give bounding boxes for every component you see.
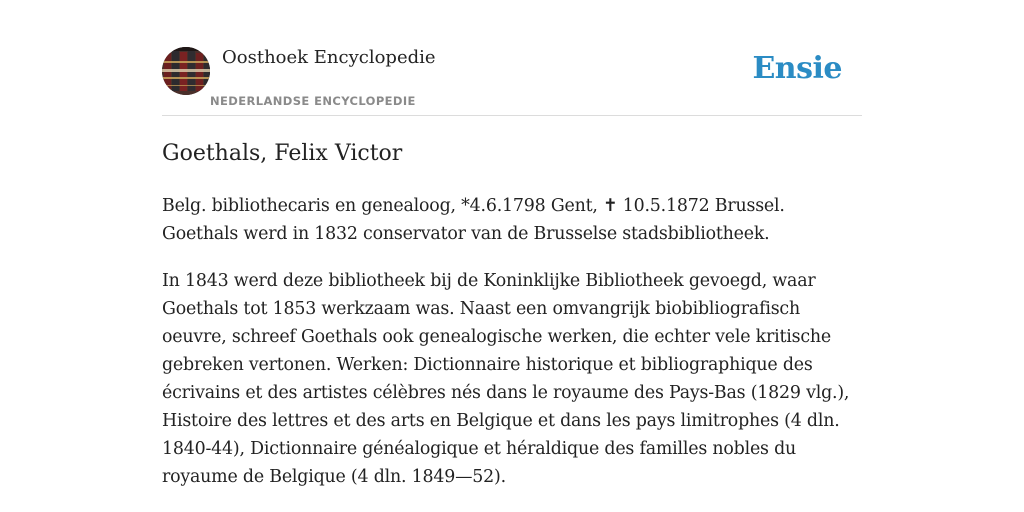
entry-paragraph: In 1843 werd deze bibliotheek bij de Koninklijke Bibliotheek gevoegd, waar Goethals tot 1853 werkzaam was. Naast een omvangrijk biobibliografisch oeuvre, schreef Goethals ook genealogische werken, die echter vele kritische gebreken vertonen. Werken: Dictionnaire historique et bibliographique des écrivains et des artistes célèbres nés dans le royaume des Pays-Bas (1829 vlg.), Histoire des lettres et des arts en Belgique et dans les pays limitrophes (4 dln. 1840-44), Dictionnaire généalogique et héraldique des familles nobles du royaume de Belgique (4 dln. 1849—52). <box>162 271 850 487</box>
site-tagline: NEDERLANDSE ENCYCLOPEDIE <box>210 94 416 108</box>
site-header <box>162 0 862 116</box>
page-title: Goethals, Felix Victor <box>162 141 403 166</box>
site-name[interactable]: Oosthoek Encyclopedie <box>222 47 436 68</box>
entry-paragraph: Belg. bibliothecaris en genealoog, *4.6.1798 Gent, ✝ 10.5.1872 Brussel. Goethals werd in 1832 conservator van de Brusselse stadsbibliotheek. <box>162 196 785 244</box>
entry-card <box>162 0 862 512</box>
ensie-logo[interactable]: Ensie <box>752 51 842 86</box>
entry-body <box>162 192 862 510</box>
encyclopedia-books-icon[interactable] <box>162 47 210 95</box>
